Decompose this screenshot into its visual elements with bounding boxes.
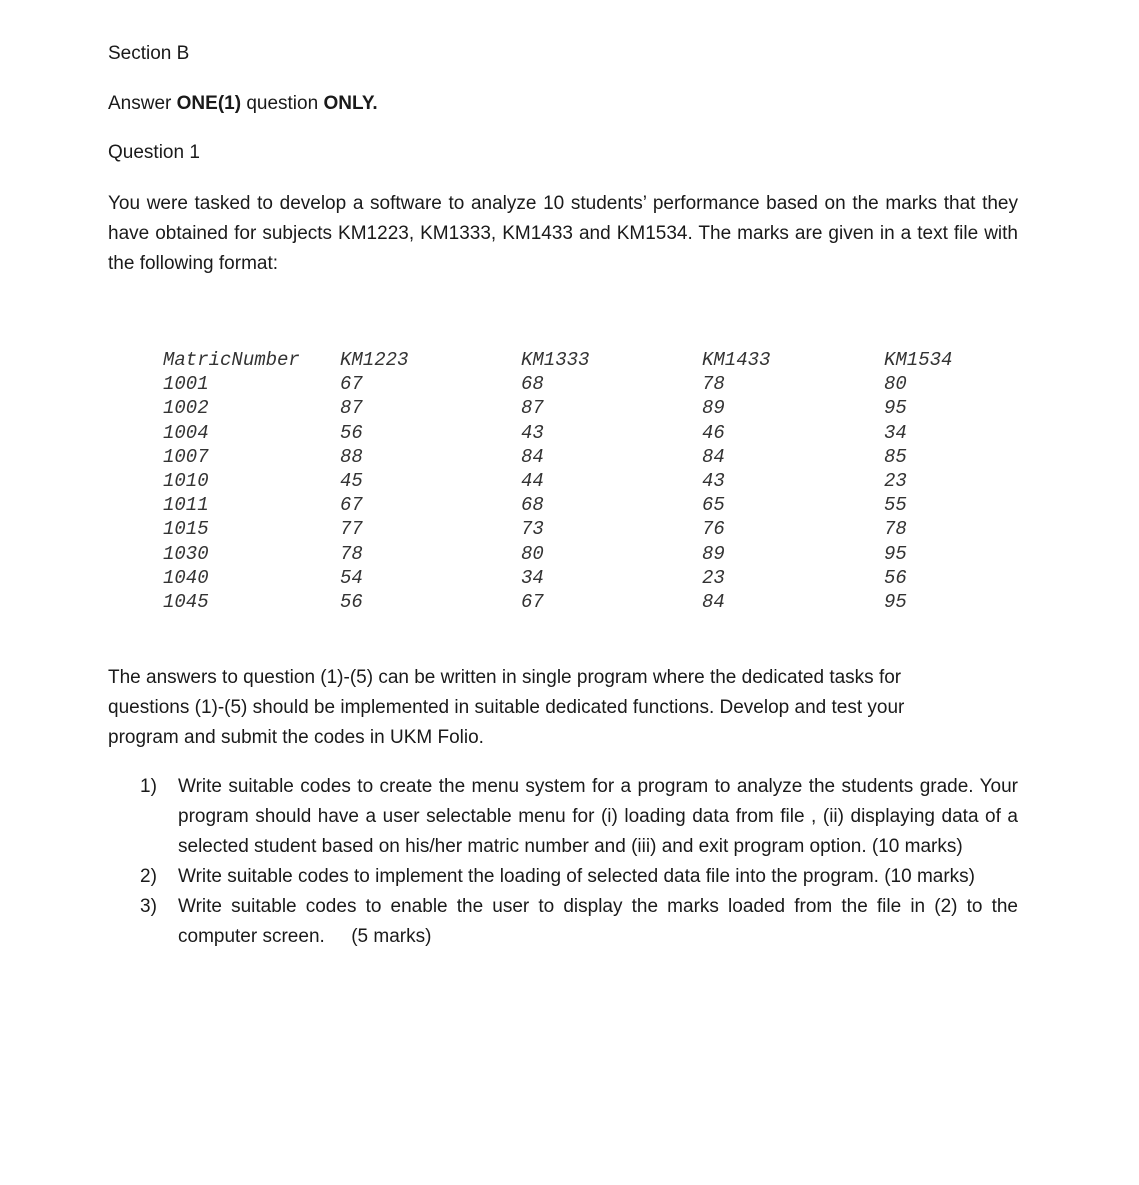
question-number: 1): [140, 776, 157, 797]
table-cell: 46: [702, 421, 725, 444]
section-title: Section B: [108, 43, 190, 64]
answer-instruction: [108, 93, 378, 115]
question-number: 2): [140, 866, 157, 887]
table-cell: 1002: [163, 397, 209, 420]
question-item: [140, 772, 1018, 862]
question-marks: (5 marks): [351, 926, 432, 947]
table-cell: 56: [340, 421, 363, 444]
question-number: 3): [140, 896, 157, 917]
question-text: Write suitable codes to implement the loading of selected data file into the program.: [178, 866, 885, 887]
table-header-cell: KM1534: [884, 349, 953, 371]
table-cell: 56: [340, 590, 363, 613]
table-cell: 89: [702, 397, 725, 420]
table-cell: 78: [340, 542, 363, 565]
table-cell: 80: [521, 542, 544, 565]
table-header-cell: KM1223: [340, 349, 409, 371]
table-cell: 85: [884, 445, 907, 468]
instruction-bold-count: ONE(1): [176, 93, 242, 114]
table-cell: 95: [884, 397, 907, 420]
table-header-cell: KM1333: [521, 349, 590, 371]
table-cell: 73: [521, 518, 544, 541]
table-header-cell: MatricNumber: [163, 349, 300, 371]
table-cell: 1045: [163, 590, 209, 613]
question-text: Write suitable codes to create the menu system for a program to analyze the students grade. Your program should have a user selectable menu for (i) loading data from file , (ii) displaying data of a selected student based on his/her matric number and (iii) and exit program option.: [178, 776, 1018, 857]
table-cell: 54: [340, 566, 363, 589]
table-cell: 67: [340, 373, 363, 396]
table-cell: 77: [340, 518, 363, 541]
question-marks: (10 marks): [884, 866, 976, 887]
table-cell: 84: [702, 445, 725, 468]
table-cell: 43: [702, 469, 725, 492]
instruction-prefix: Answer: [108, 93, 177, 114]
table-cell: 68: [521, 494, 544, 517]
table-cell: 95: [884, 542, 907, 565]
table-cell: 1007: [163, 445, 209, 468]
question-item: [140, 892, 1024, 952]
table-cell: 1011: [163, 494, 209, 517]
table-cell: 1004: [163, 421, 209, 444]
table-cell: 1001: [163, 373, 209, 396]
table-cell: 23: [702, 566, 725, 589]
table-cell: 78: [884, 518, 907, 541]
intro-paragraph: You were tasked to develop a software to analyze 10 students’ performance based on the marks that they have obtained for subjects KM1223, KM1333, KM1433 and KM1534. The marks are given in a text file with the following format:: [108, 193, 1018, 274]
table-cell: 80: [884, 373, 907, 396]
table-cell: 56: [884, 566, 907, 589]
program-instructions-paragraph: The answers to question (1)-(5) can be written in single program where the dedicated tasks for questions (1)-(5) should be implemented in suitable dedicated functions. Develop and test your program and submit the codes in UKM Folio.: [108, 667, 905, 748]
table-cell: 1040: [163, 566, 209, 589]
table-cell: 44: [521, 469, 544, 492]
table-cell: 1010: [163, 469, 209, 492]
table-cell: 23: [884, 469, 907, 492]
table-header-cell: KM1433: [702, 349, 771, 371]
question-marks: (10 marks): [871, 836, 963, 857]
table-cell: 65: [702, 494, 725, 517]
table-cell: 43: [521, 421, 544, 444]
table-cell: 67: [521, 590, 544, 613]
question-list: [140, 772, 1024, 952]
table-cell: 89: [702, 542, 725, 565]
table-cell: 88: [340, 445, 363, 468]
table-cell: 68: [521, 373, 544, 396]
table-cell: 1015: [163, 518, 209, 541]
table-cell: 34: [884, 421, 907, 444]
table-cell: 95: [884, 590, 907, 613]
question-text: Write suitable codes to enable the user to display the marks loaded from the file in (2) to the computer screen.: [178, 896, 1024, 947]
table-cell: 34: [521, 566, 544, 589]
table-cell: 87: [340, 397, 363, 420]
table-cell: 84: [521, 445, 544, 468]
question-title: Question 1: [108, 142, 200, 163]
table-cell: 76: [702, 518, 725, 541]
table-cell: 87: [521, 397, 544, 420]
table-cell: 78: [702, 373, 725, 396]
table-cell: 67: [340, 494, 363, 517]
table-cell: 45: [340, 469, 363, 492]
instruction-bold-only: ONLY.: [323, 93, 378, 114]
question-item: [140, 862, 1018, 892]
table-cell: 84: [702, 590, 725, 613]
table-cell: 1030: [163, 542, 209, 565]
table-cell: 55: [884, 494, 907, 517]
instruction-middle: question: [241, 93, 324, 114]
